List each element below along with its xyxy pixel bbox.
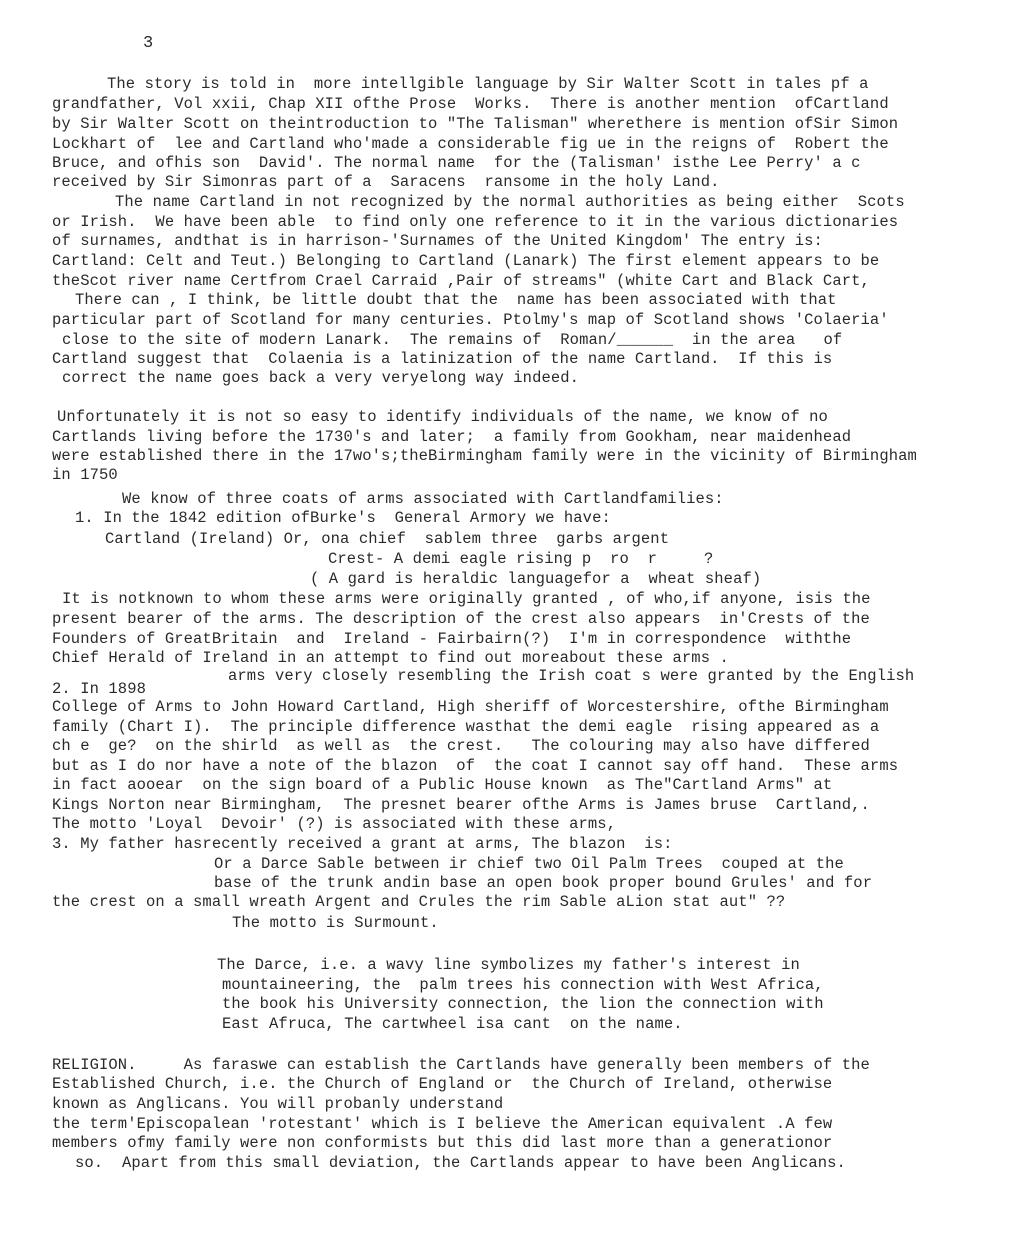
text-line-p6-2: College of Arms to John Howard Cartland, High sheriff of Worcestershire, ofthe Birmingham — [52, 698, 889, 716]
text-line-p6-1: 2. In 1898 — [52, 680, 147, 698]
text-line-p2-3: of surnames, andthat is in harrison-'Surnames of the United Kingdom' The entry is: — [52, 232, 823, 250]
text-line-p4-4: Crest- A demi eagle rising p ro r ? — [328, 550, 714, 568]
text-line-p3-1: Unfortunately it is not so easy to identify individuals of the name, we know of no — [57, 408, 828, 426]
text-line-p1-1: The story is told in more intellgible language by Sir Walter Scott in tales pf a — [107, 75, 869, 93]
text-line-p2-6: There can , I think, be little doubt that the name has been associated with that — [75, 291, 837, 309]
text-line-p2-9: Cartland suggest that Colaenia is a latinization of the name Cartland. If this is — [52, 350, 833, 368]
text-line-p8-1: The Darce, i.e. a wavy line symbolizes my father's interest in — [217, 956, 800, 974]
text-line-p1-5: Bruce, and ofhis son David'. The normal name for the (Talisman' isthe Lee Perry' a c — [52, 154, 861, 172]
text-line-p9-1: RELIGION. As faraswe can establish the Cartlands have generally been members of the — [52, 1056, 870, 1074]
text-line-p4-2: 1. In the 1842 edition ofBurke's General Armory we have: — [75, 509, 611, 527]
text-line-p7-2: Or a Darce Sable between ir chief two Oil Palm Trees couped at the — [214, 855, 844, 873]
text-line-p7-3: base of the trunk andin base an open book proper bound Grules' and for — [214, 874, 873, 892]
text-line-p3-3: were established there in the 17wo's;theBirmingham family were in the vicinity of Birmingham — [52, 447, 917, 465]
text-line-p9-6: so. Apart from this small deviation, the Cartlands appear to have been Anglicans. — [75, 1154, 846, 1172]
text-line-p5-4: Chief Herald of Ireland in an attempt to find out moreabout these arms . — [52, 649, 729, 667]
text-line-p6-6: in fact aooear on the sign board of a Public House known as The"Cartland Arms" at — [52, 776, 833, 794]
text-line-p6-0: arms very closely resembling the Irish coat s were granted by the English — [228, 667, 915, 685]
text-line-p3-4: in 1750 — [52, 466, 118, 484]
text-line-p1-3: by Sir Walter Scott on theintroduction to "The Talisman" wherethere is mention ofSir Simon — [52, 115, 899, 133]
text-line-p1-4: Lockhart of lee and Cartland who'made a considerable fig ue in the reigns of Robert the — [52, 135, 889, 153]
text-line-p8-3: the book his University connection, the lion the connection with — [222, 995, 824, 1013]
text-line-p7-5: The motto is Surmount. — [232, 914, 439, 932]
text-line-p2-10: correct the name goes back a very veryelong way indeed. — [62, 369, 580, 387]
text-line-p2-1: The name Cartland in not recognized by the normal authorities as being either Scots — [115, 193, 905, 211]
text-line-p6-3: family (Chart I). The principle difference wasthat the demi eagle rising appeared as a — [52, 718, 880, 736]
text-line-p5-2: present bearer of the arms. The description of the crest also appears in'Crests of the — [52, 610, 870, 628]
text-line-p8-4: East Afruca, The cartwheel isa cant on the name. — [222, 1015, 683, 1033]
page-number: 3 — [143, 34, 154, 53]
text-line-p6-4: ch e ge? on the shirld as well as the crest. The colouring may also have differed — [52, 737, 870, 755]
text-line-p7-4: the crest on a small wreath Argent and Crules the rim Sable aLion stat aut" ?? — [52, 893, 786, 911]
text-line-p6-7: Kings Norton near Birmingham, The presnet bearer ofthe Arms is James bruse Cartland,. — [52, 796, 870, 814]
text-line-p2-7: particular part of Scotland for many centuries. Ptolmy's map of Scotland shows 'Colaeria' — [52, 311, 889, 329]
text-line-p9-3: known as Anglicans. You will probanly understand — [52, 1095, 504, 1113]
text-line-p5-3: Founders of GreatBritain and Ireland - Fairbairn(?) I'm in correspondence withthe — [52, 630, 852, 648]
text-line-p9-2: Established Church, i.e. the Church of England or the Church of Ireland, otherwise — [52, 1075, 833, 1093]
text-line-p4-1: We know of three coats of arms associated with Cartlandfamilies: — [122, 490, 724, 508]
text-line-p7-1: 3. My father hasrecently received a grant at arms, The blazon is: — [52, 835, 673, 853]
text-line-p6-8: The motto 'Loyal Devoir' (?) is associated with these arms, — [52, 815, 617, 833]
text-line-p1-6: received by Sir Simonras part of a Saracens ransome in the holy Land. — [52, 173, 720, 191]
text-line-p8-2: mountaineering, the palm trees his connection with West Africa, — [222, 976, 824, 994]
text-line-p9-4: the term'Episcopalean 'rotestant' which is I believe the American equivalent .A few — [52, 1115, 833, 1133]
text-line-p2-5: theScot river name Certfrom Crael Carraid ,Pair of streams" (white Cart and Black Cart, — [52, 272, 870, 290]
text-line-p4-5: ( A gard is heraldic languagefor a wheat sheaf) — [310, 570, 762, 588]
text-line-p2-2: or Irish. We have been able to find only one reference to it in the various dictionaries — [52, 213, 899, 231]
text-line-p1-2: grandfather, Vol xxii, Chap XII ofthe Prose Works. There is another mention ofCartland — [52, 95, 889, 113]
text-line-p2-4: Cartland: Celt and Teut.) Belonging to Cartland (Lanark) The first element appears to be — [52, 252, 880, 270]
text-line-p3-2: Cartlands living before the 1730's and later; a family from Gookham, near maidenhead — [52, 428, 852, 446]
text-line-p5-1: It is notknown to whom these arms were originally granted , of who,if anyone, isis the — [62, 590, 871, 608]
text-line-p2-8: close to the site of modern Lanark. The remains of Roman/______ in the area of — [62, 331, 843, 349]
text-line-p4-3: Cartland (Ireland) Or, ona chief sablem three garbs argent — [105, 530, 670, 548]
text-line-p9-5: members ofmy family were non conformists but this did last more than a generationor — [52, 1134, 833, 1152]
text-line-p6-5: but as I do nor have a note of the blazon of the coat I cannot say off hand. These arms — [52, 757, 899, 775]
